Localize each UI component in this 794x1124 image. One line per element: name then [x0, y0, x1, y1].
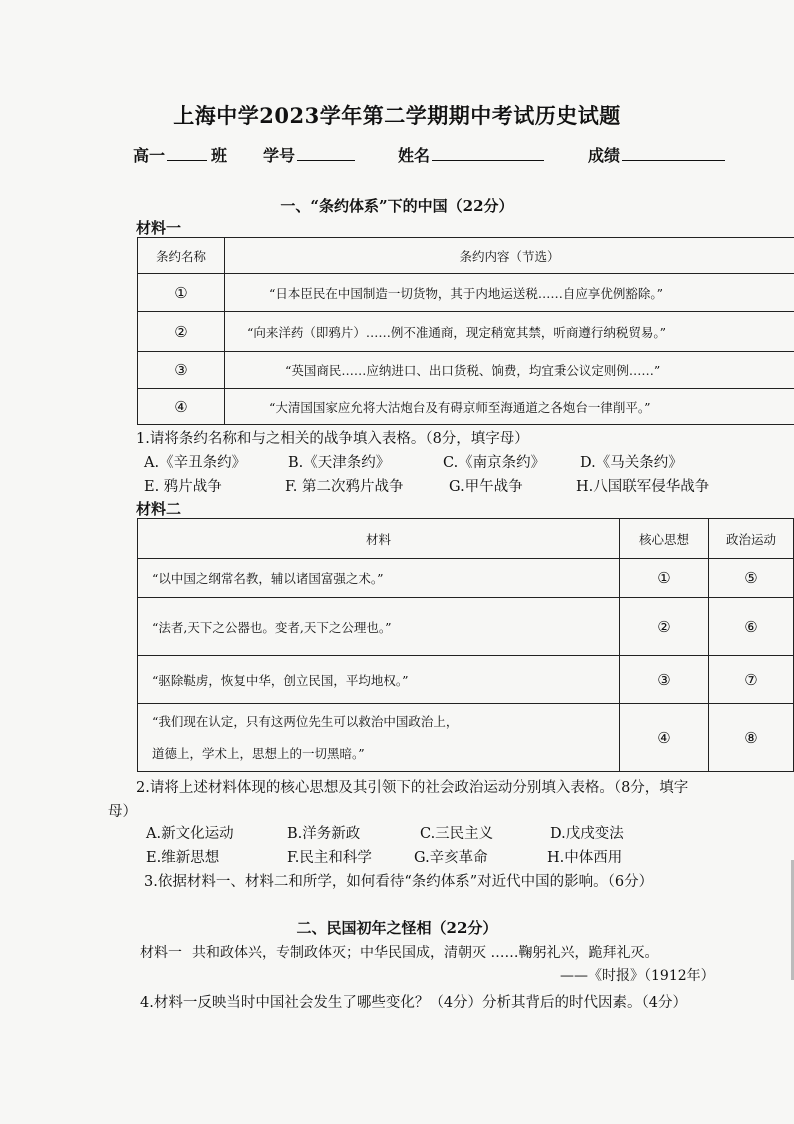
material-text [138, 704, 620, 772]
info-grade [133, 143, 227, 166]
q2-option: G.辛亥革命 [414, 850, 488, 866]
q1-option: H.八国联军侵华战争 [576, 479, 710, 495]
movement-slot: ⑦ [709, 656, 794, 704]
treaty-table [137, 237, 794, 425]
material-text: “以中国之纲常名教，辅以诸国富强之术。” [138, 559, 620, 598]
table-row [138, 656, 794, 704]
material-source: ——《时报》（1912年） [560, 968, 715, 984]
row-number: ① [138, 274, 225, 312]
table-row [138, 598, 794, 656]
movement-slot: ⑤ [709, 559, 794, 598]
core-thought-slot: ② [620, 598, 709, 656]
class-label: 班 [211, 146, 228, 165]
section2-material1-label: 材料一 [140, 945, 182, 961]
q1-option: F. 第二次鸦片战争 [285, 479, 404, 495]
name-blank[interactable] [432, 144, 544, 161]
core-thought-slot: ③ [620, 656, 709, 704]
question-1: 1.请将条约名称和与之相关的战争填入表格。（8分，填字母） [136, 431, 529, 447]
section2-material1 [140, 942, 658, 962]
treaty-content: “向来洋药（即鸦片）……例不准通商，现定稍宽其禁，听商遵行纳税贸易。” [225, 312, 794, 352]
q1-option: B.《天津条约》 [288, 455, 391, 471]
table-row [138, 352, 794, 389]
table-row [138, 274, 794, 312]
exam-title: 上海中学2023学年第二学期期中考试历史试题 [173, 103, 621, 128]
section2-heading: 二、民国初年之怪相（22分） [296, 919, 498, 937]
q1-option: E. 鸦片战争 [144, 479, 222, 495]
score-label: 成绩 [588, 146, 621, 165]
q1-option: D.《马关条约》 [580, 455, 683, 471]
q2-option: A.新文化运动 [146, 826, 234, 842]
table-header-row [138, 238, 794, 274]
treaty-content: “大清国国家应允将大沽炮台及有碍京师至海通道之各炮台一律削平。” [225, 389, 794, 425]
info-score [588, 143, 725, 166]
class-blank[interactable] [167, 144, 207, 161]
table-row [138, 559, 794, 598]
thought-movement-table [137, 518, 794, 772]
question-2-cont: 母） [108, 804, 137, 820]
material-text: “驱除鞑虏，恢复中华，创立民国，平均地权。” [138, 656, 620, 704]
question-2: 2.请将上述材料体现的核心思想及其引领下的社会政治运动分别填入表格。（8分，填字 [136, 780, 689, 796]
name-label: 姓名 [398, 146, 431, 165]
movement-slot: ⑧ [709, 704, 794, 772]
core-thought-slot: ① [620, 559, 709, 598]
row-number: ④ [138, 389, 225, 425]
q1-option: A.《辛丑条约》 [144, 455, 247, 471]
core-thought-slot: ④ [620, 704, 709, 772]
q1-option: C.《南京条约》 [443, 455, 546, 471]
q2-option: B.洋务新政 [287, 826, 361, 842]
treaty-content: “英国商民……应纳进口、出口货税、饷费，均宜秉公议定则例……” [225, 352, 794, 389]
student-no-blank[interactable] [297, 144, 355, 161]
score-blank[interactable] [622, 144, 725, 161]
info-name [398, 143, 544, 166]
q1-option: G.甲午战争 [449, 479, 523, 495]
treaty-content: “日本臣民在中国制造一切货物，其于内地运送税……自应享优例豁除。” [225, 274, 794, 312]
section1-heading: 一、“条约体系”下的中国（22分） [280, 197, 514, 215]
header-treaty-content: 条约内容（节选） [225, 238, 794, 274]
material-text-line1: “我们现在认定，只有这两位先生可以救治中国政治上， [152, 713, 459, 729]
material-text-line2: 道德上，学术上，思想上的一切黑暗。” [152, 745, 365, 761]
question-3: 3.依据材料一、材料二和所学，如何看待“条约体系”对近代中国的影响。（6分） [144, 874, 654, 890]
q2-option: E.维新思想 [146, 850, 220, 866]
question-4: 4.材料一反映当时中国社会发生了哪些变化？（4分）分析其背后的时代因素。（4分） [140, 995, 688, 1011]
q2-option: H.中体西用 [547, 850, 623, 866]
header-core-thought: 核心思想 [620, 519, 709, 559]
q2-option: D.戊戌变法 [550, 826, 624, 842]
table-row [138, 704, 794, 772]
header-political-movement: 政治运动 [709, 519, 794, 559]
q2-option: F.民主和科学 [287, 850, 372, 866]
movement-slot: ⑥ [709, 598, 794, 656]
student-no-label: 学号 [263, 146, 296, 165]
info-student-no [263, 143, 355, 166]
section2-material1-text: 共和政体兴，专制政体灭；中华民国成，清朝灭 ……鞠躬礼兴，跪拜礼灭。 [192, 945, 659, 961]
material1-label: 材料一 [136, 219, 182, 237]
row-number: ③ [138, 352, 225, 389]
table-row [138, 389, 794, 425]
row-number: ② [138, 312, 225, 352]
header-material: 材料 [138, 519, 620, 559]
q2-option: C.三民主义 [420, 826, 494, 842]
material2-label: 材料二 [136, 500, 182, 518]
grade-label: 高一 [133, 146, 166, 165]
table-row [138, 312, 794, 352]
material-text: “法者,天下之公器也。变者,天下之公理也。” [138, 598, 620, 656]
header-treaty-name: 条约名称 [138, 238, 225, 274]
table-header-row [138, 519, 794, 559]
